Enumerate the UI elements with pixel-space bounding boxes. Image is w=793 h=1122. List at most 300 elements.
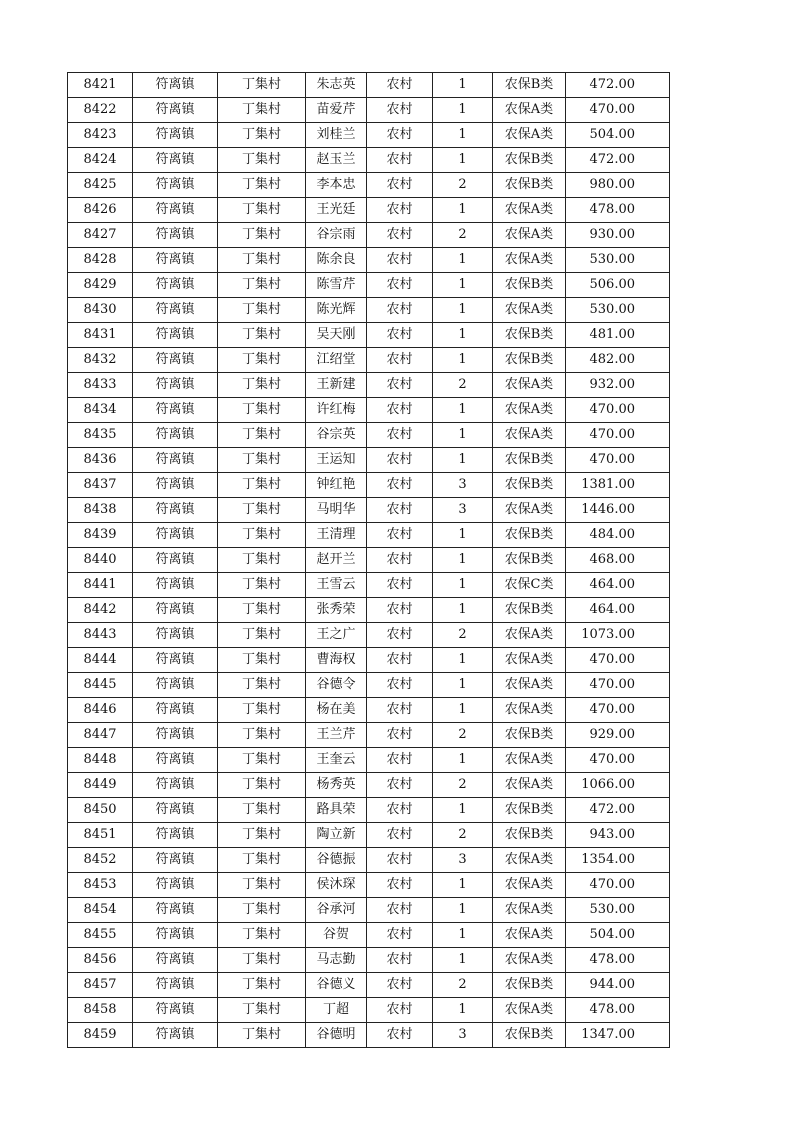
- cell-category: 农保A类: [493, 98, 566, 123]
- cell-category: 农保B类: [493, 173, 566, 198]
- cell-count: 1: [433, 98, 493, 123]
- cell-town: 符离镇: [133, 648, 218, 673]
- table-row: [68, 148, 670, 173]
- cell-count: 1: [433, 448, 493, 473]
- cell-id: 8446: [68, 698, 133, 723]
- cell-category: 农保A类: [493, 848, 566, 873]
- cell-town: 符离镇: [133, 973, 218, 998]
- cell-type: 农村: [367, 73, 433, 98]
- cell-amount: 482.00: [566, 348, 670, 373]
- cell-id: 8444: [68, 648, 133, 673]
- cell-town: 符离镇: [133, 798, 218, 823]
- table-row: [68, 948, 670, 973]
- cell-amount: 530.00: [566, 248, 670, 273]
- cell-type: 农村: [367, 698, 433, 723]
- cell-village: 丁集村: [218, 623, 306, 648]
- cell-category: 农保A类: [493, 923, 566, 948]
- cell-town: 符离镇: [133, 573, 218, 598]
- cell-amount: 481.00: [566, 323, 670, 348]
- cell-town: 符离镇: [133, 498, 218, 523]
- cell-village: 丁集村: [218, 698, 306, 723]
- cell-category: 农保A类: [493, 623, 566, 648]
- table-row: [68, 398, 670, 423]
- cell-type: 农村: [367, 173, 433, 198]
- cell-id: 8425: [68, 173, 133, 198]
- cell-town: 符离镇: [133, 898, 218, 923]
- cell-town: 符离镇: [133, 873, 218, 898]
- cell-category: 农保B类: [493, 548, 566, 573]
- cell-name: 王新建: [306, 373, 367, 398]
- table-row: [68, 473, 670, 498]
- cell-category: 农保A类: [493, 373, 566, 398]
- cell-id: 8448: [68, 748, 133, 773]
- cell-amount: 470.00: [566, 698, 670, 723]
- cell-amount: 943.00: [566, 823, 670, 848]
- table-row: [68, 298, 670, 323]
- cell-category: 农保A类: [493, 248, 566, 273]
- cell-id: 8424: [68, 148, 133, 173]
- cell-village: 丁集村: [218, 973, 306, 998]
- cell-amount: 944.00: [566, 973, 670, 998]
- cell-count: 1: [433, 148, 493, 173]
- cell-category: 农保B类: [493, 323, 566, 348]
- cell-village: 丁集村: [218, 373, 306, 398]
- cell-amount: 464.00: [566, 573, 670, 598]
- cell-name: 钟红艳: [306, 473, 367, 498]
- cell-count: 1: [433, 73, 493, 98]
- cell-category: 农保B类: [493, 523, 566, 548]
- cell-category: 农保B类: [493, 448, 566, 473]
- cell-id: 8434: [68, 398, 133, 423]
- table-row: [68, 773, 670, 798]
- cell-amount: 1354.00: [566, 848, 670, 873]
- cell-id: 8457: [68, 973, 133, 998]
- cell-type: 农村: [367, 548, 433, 573]
- cell-town: 符离镇: [133, 823, 218, 848]
- cell-count: 1: [433, 798, 493, 823]
- table-body: [68, 73, 670, 1048]
- cell-village: 丁集村: [218, 323, 306, 348]
- cell-id: 8432: [68, 348, 133, 373]
- cell-amount: 468.00: [566, 548, 670, 573]
- cell-town: 符离镇: [133, 423, 218, 448]
- cell-village: 丁集村: [218, 573, 306, 598]
- table-row: [68, 448, 670, 473]
- cell-village: 丁集村: [218, 548, 306, 573]
- table-row: [68, 848, 670, 873]
- cell-village: 丁集村: [218, 248, 306, 273]
- cell-id: 8443: [68, 623, 133, 648]
- cell-name: 苗爱芹: [306, 98, 367, 123]
- cell-village: 丁集村: [218, 173, 306, 198]
- cell-amount: 484.00: [566, 523, 670, 548]
- cell-type: 农村: [367, 998, 433, 1023]
- table-row: [68, 573, 670, 598]
- cell-village: 丁集村: [218, 673, 306, 698]
- cell-town: 符离镇: [133, 473, 218, 498]
- cell-count: 1: [433, 423, 493, 448]
- cell-category: 农保B类: [493, 598, 566, 623]
- cell-village: 丁集村: [218, 998, 306, 1023]
- cell-category: 农保A类: [493, 673, 566, 698]
- cell-amount: 470.00: [566, 673, 670, 698]
- cell-type: 农村: [367, 673, 433, 698]
- cell-name: 杨秀英: [306, 773, 367, 798]
- table-row: [68, 598, 670, 623]
- cell-count: 2: [433, 623, 493, 648]
- cell-id: 8422: [68, 98, 133, 123]
- cell-amount: 470.00: [566, 873, 670, 898]
- cell-name: 李本忠: [306, 173, 367, 198]
- table-row: [68, 873, 670, 898]
- cell-id: 8455: [68, 923, 133, 948]
- cell-name: 吴天刚: [306, 323, 367, 348]
- cell-town: 符离镇: [133, 723, 218, 748]
- cell-amount: 478.00: [566, 998, 670, 1023]
- table-row: [68, 548, 670, 573]
- table-row: [68, 73, 670, 98]
- cell-amount: 472.00: [566, 798, 670, 823]
- cell-id: 8431: [68, 323, 133, 348]
- cell-type: 农村: [367, 273, 433, 298]
- cell-id: 8440: [68, 548, 133, 573]
- cell-type: 农村: [367, 648, 433, 673]
- cell-village: 丁集村: [218, 773, 306, 798]
- cell-type: 农村: [367, 923, 433, 948]
- cell-name: 王光廷: [306, 198, 367, 223]
- cell-town: 符离镇: [133, 923, 218, 948]
- cell-count: 3: [433, 848, 493, 873]
- cell-name: 谷德振: [306, 848, 367, 873]
- cell-name: 谷德明: [306, 1023, 367, 1048]
- cell-town: 符离镇: [133, 348, 218, 373]
- cell-category: 农保A类: [493, 773, 566, 798]
- cell-amount: 504.00: [566, 923, 670, 948]
- cell-type: 农村: [367, 423, 433, 448]
- table-row: [68, 98, 670, 123]
- table-row: [68, 523, 670, 548]
- cell-village: 丁集村: [218, 1023, 306, 1048]
- cell-type: 农村: [367, 573, 433, 598]
- cell-category: 农保A类: [493, 873, 566, 898]
- table-row: [68, 823, 670, 848]
- cell-count: 1: [433, 598, 493, 623]
- cell-name: 谷宗英: [306, 423, 367, 448]
- cell-village: 丁集村: [218, 348, 306, 373]
- cell-town: 符离镇: [133, 198, 218, 223]
- cell-count: 2: [433, 373, 493, 398]
- cell-town: 符离镇: [133, 548, 218, 573]
- cell-name: 马志勤: [306, 948, 367, 973]
- table-row: [68, 498, 670, 523]
- table-row: [68, 323, 670, 348]
- cell-count: 3: [433, 498, 493, 523]
- cell-amount: 470.00: [566, 648, 670, 673]
- table-row: [68, 898, 670, 923]
- cell-category: 农保A类: [493, 298, 566, 323]
- table-row: [68, 723, 670, 748]
- cell-category: 农保B类: [493, 473, 566, 498]
- cell-town: 符离镇: [133, 1023, 218, 1048]
- cell-id: 8454: [68, 898, 133, 923]
- cell-category: 农保A类: [493, 698, 566, 723]
- cell-name: 王运知: [306, 448, 367, 473]
- cell-village: 丁集村: [218, 448, 306, 473]
- cell-type: 农村: [367, 948, 433, 973]
- cell-type: 农村: [367, 148, 433, 173]
- cell-amount: 530.00: [566, 898, 670, 923]
- cell-id: 8438: [68, 498, 133, 523]
- table-row: [68, 423, 670, 448]
- cell-category: 农保B类: [493, 273, 566, 298]
- cell-count: 1: [433, 523, 493, 548]
- table-row: [68, 748, 670, 773]
- cell-id: 8459: [68, 1023, 133, 1048]
- cell-town: 符离镇: [133, 248, 218, 273]
- cell-category: 农保B类: [493, 1023, 566, 1048]
- cell-name: 赵玉兰: [306, 148, 367, 173]
- cell-town: 符离镇: [133, 273, 218, 298]
- cell-type: 农村: [367, 748, 433, 773]
- cell-count: 1: [433, 298, 493, 323]
- cell-category: 农保A类: [493, 398, 566, 423]
- cell-amount: 1381.00: [566, 473, 670, 498]
- cell-name: 陈余良: [306, 248, 367, 273]
- cell-name: 陈雪芹: [306, 273, 367, 298]
- cell-town: 符离镇: [133, 73, 218, 98]
- cell-type: 农村: [367, 873, 433, 898]
- table-row: [68, 123, 670, 148]
- cell-village: 丁集村: [218, 723, 306, 748]
- cell-name: 谷德义: [306, 973, 367, 998]
- cell-town: 符离镇: [133, 123, 218, 148]
- cell-name: 陈光辉: [306, 298, 367, 323]
- cell-category: 农保A类: [493, 998, 566, 1023]
- cell-village: 丁集村: [218, 923, 306, 948]
- cell-name: 曹海权: [306, 648, 367, 673]
- cell-village: 丁集村: [218, 223, 306, 248]
- cell-count: 1: [433, 273, 493, 298]
- cell-amount: 980.00: [566, 173, 670, 198]
- cell-category: 农保B类: [493, 798, 566, 823]
- cell-name: 谷贺: [306, 923, 367, 948]
- cell-category: 农保A类: [493, 223, 566, 248]
- cell-id: 8442: [68, 598, 133, 623]
- cell-count: 2: [433, 773, 493, 798]
- cell-name: 张秀荣: [306, 598, 367, 623]
- cell-category: 农保B类: [493, 348, 566, 373]
- cell-town: 符离镇: [133, 173, 218, 198]
- cell-count: 3: [433, 1023, 493, 1048]
- cell-type: 农村: [367, 798, 433, 823]
- cell-village: 丁集村: [218, 198, 306, 223]
- cell-category: 农保B类: [493, 973, 566, 998]
- cell-category: 农保A类: [493, 123, 566, 148]
- cell-count: 1: [433, 873, 493, 898]
- cell-amount: 1066.00: [566, 773, 670, 798]
- cell-id: 8439: [68, 523, 133, 548]
- cell-town: 符离镇: [133, 398, 218, 423]
- cell-count: 1: [433, 748, 493, 773]
- cell-town: 符离镇: [133, 623, 218, 648]
- cell-id: 8435: [68, 423, 133, 448]
- cell-category: 农保B类: [493, 723, 566, 748]
- cell-village: 丁集村: [218, 823, 306, 848]
- cell-id: 8426: [68, 198, 133, 223]
- cell-village: 丁集村: [218, 798, 306, 823]
- cell-type: 农村: [367, 973, 433, 998]
- cell-count: 1: [433, 898, 493, 923]
- cell-id: 8427: [68, 223, 133, 248]
- cell-amount: 1446.00: [566, 498, 670, 523]
- table-row: [68, 673, 670, 698]
- cell-type: 农村: [367, 223, 433, 248]
- table-row: [68, 698, 670, 723]
- cell-category: 农保C类: [493, 573, 566, 598]
- cell-count: 1: [433, 348, 493, 373]
- cell-id: 8453: [68, 873, 133, 898]
- cell-category: 农保B类: [493, 148, 566, 173]
- table-row: [68, 923, 670, 948]
- cell-count: 1: [433, 548, 493, 573]
- cell-count: 1: [433, 323, 493, 348]
- cell-amount: 930.00: [566, 223, 670, 248]
- cell-name: 侯沐琛: [306, 873, 367, 898]
- table-row: [68, 348, 670, 373]
- cell-name: 陶立新: [306, 823, 367, 848]
- cell-type: 农村: [367, 398, 433, 423]
- cell-village: 丁集村: [218, 123, 306, 148]
- cell-town: 符离镇: [133, 523, 218, 548]
- cell-id: 8433: [68, 373, 133, 398]
- cell-category: 农保A类: [493, 423, 566, 448]
- cell-village: 丁集村: [218, 948, 306, 973]
- cell-count: 1: [433, 648, 493, 673]
- cell-name: 王奎云: [306, 748, 367, 773]
- records-table: [67, 72, 670, 1048]
- cell-name: 王兰芹: [306, 723, 367, 748]
- cell-id: 8428: [68, 248, 133, 273]
- cell-name: 王清理: [306, 523, 367, 548]
- cell-count: 1: [433, 998, 493, 1023]
- cell-amount: 472.00: [566, 73, 670, 98]
- cell-amount: 1347.00: [566, 1023, 670, 1048]
- cell-amount: 932.00: [566, 373, 670, 398]
- table-row: [68, 648, 670, 673]
- cell-type: 农村: [367, 623, 433, 648]
- cell-id: 8451: [68, 823, 133, 848]
- cell-name: 谷承河: [306, 898, 367, 923]
- cell-type: 农村: [367, 1023, 433, 1048]
- cell-category: 农保A类: [493, 498, 566, 523]
- cell-id: 8456: [68, 948, 133, 973]
- cell-category: 农保A类: [493, 198, 566, 223]
- cell-type: 农村: [367, 323, 433, 348]
- cell-town: 符离镇: [133, 998, 218, 1023]
- cell-count: 1: [433, 398, 493, 423]
- table-row: [68, 273, 670, 298]
- cell-id: 8436: [68, 448, 133, 473]
- cell-count: 1: [433, 248, 493, 273]
- cell-count: 3: [433, 473, 493, 498]
- cell-type: 农村: [367, 348, 433, 373]
- cell-id: 8447: [68, 723, 133, 748]
- table-row: [68, 248, 670, 273]
- cell-count: 2: [433, 723, 493, 748]
- cell-village: 丁集村: [218, 398, 306, 423]
- cell-type: 农村: [367, 373, 433, 398]
- cell-village: 丁集村: [218, 423, 306, 448]
- cell-town: 符离镇: [133, 373, 218, 398]
- cell-name: 许红梅: [306, 398, 367, 423]
- cell-town: 符离镇: [133, 748, 218, 773]
- cell-town: 符离镇: [133, 148, 218, 173]
- cell-name: 丁超: [306, 998, 367, 1023]
- cell-amount: 929.00: [566, 723, 670, 748]
- cell-type: 农村: [367, 248, 433, 273]
- cell-amount: 464.00: [566, 598, 670, 623]
- cell-name: 刘桂兰: [306, 123, 367, 148]
- cell-village: 丁集村: [218, 648, 306, 673]
- cell-name: 路具荣: [306, 798, 367, 823]
- cell-amount: 478.00: [566, 948, 670, 973]
- cell-type: 农村: [367, 198, 433, 223]
- cell-type: 农村: [367, 523, 433, 548]
- cell-village: 丁集村: [218, 898, 306, 923]
- cell-town: 符离镇: [133, 948, 218, 973]
- cell-name: 谷德令: [306, 673, 367, 698]
- cell-category: 农保B类: [493, 73, 566, 98]
- cell-amount: 1073.00: [566, 623, 670, 648]
- table-row: [68, 373, 670, 398]
- cell-id: 8452: [68, 848, 133, 873]
- cell-id: 8450: [68, 798, 133, 823]
- cell-town: 符离镇: [133, 298, 218, 323]
- cell-village: 丁集村: [218, 748, 306, 773]
- cell-id: 8423: [68, 123, 133, 148]
- cell-id: 8430: [68, 298, 133, 323]
- cell-count: 1: [433, 573, 493, 598]
- cell-village: 丁集村: [218, 523, 306, 548]
- cell-town: 符离镇: [133, 448, 218, 473]
- cell-type: 农村: [367, 773, 433, 798]
- cell-village: 丁集村: [218, 848, 306, 873]
- cell-id: 8445: [68, 673, 133, 698]
- cell-amount: 506.00: [566, 273, 670, 298]
- cell-town: 符离镇: [133, 773, 218, 798]
- cell-count: 1: [433, 198, 493, 223]
- cell-amount: 504.00: [566, 123, 670, 148]
- cell-town: 符离镇: [133, 323, 218, 348]
- cell-town: 符离镇: [133, 598, 218, 623]
- cell-id: 8437: [68, 473, 133, 498]
- cell-id: 8449: [68, 773, 133, 798]
- cell-count: 1: [433, 698, 493, 723]
- cell-amount: 478.00: [566, 198, 670, 223]
- cell-id: 8429: [68, 273, 133, 298]
- cell-category: 农保A类: [493, 748, 566, 773]
- cell-type: 农村: [367, 723, 433, 748]
- cell-count: 1: [433, 923, 493, 948]
- cell-village: 丁集村: [218, 273, 306, 298]
- cell-village: 丁集村: [218, 498, 306, 523]
- table-row: [68, 998, 670, 1023]
- cell-town: 符离镇: [133, 848, 218, 873]
- cell-town: 符离镇: [133, 673, 218, 698]
- cell-name: 赵开兰: [306, 548, 367, 573]
- cell-town: 符离镇: [133, 98, 218, 123]
- cell-village: 丁集村: [218, 473, 306, 498]
